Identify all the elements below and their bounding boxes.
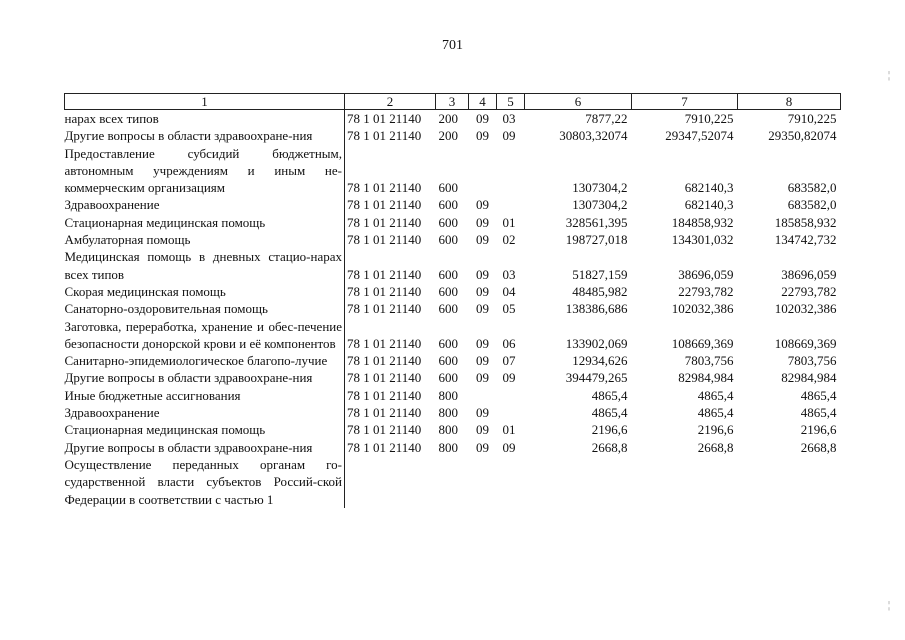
row-value-col8: 7803,756 (787, 353, 837, 369)
row-value-col8: 108669,369 (774, 335, 837, 351)
row-value-col7: 2196,6 (697, 422, 734, 438)
row-value-col6: 1307304,2 (572, 180, 628, 196)
header-col-8: 8 (738, 94, 841, 110)
row-name: Здравоохранение (65, 404, 345, 421)
row-name: Медицинская помощь в дневных стацио-нарах всех типов (65, 248, 345, 283)
table-row (65, 145, 841, 197)
row-name: Другие вопросы в области здравоохране-ния (65, 369, 345, 386)
row-rz-code: 09 (476, 128, 489, 144)
row-vr-code: 600 (438, 283, 458, 299)
page-number: 701 (442, 38, 463, 53)
row-name: нарах всех типов (65, 110, 345, 128)
row-value-col6: 51827,159 (572, 266, 628, 282)
row-value-col6: 1307304,2 (572, 197, 628, 213)
row-value-col8: 4865,4 (800, 405, 837, 421)
row-csr-code: 78 1 01 21140 (347, 301, 422, 317)
table-row (65, 456, 841, 508)
row-pr-code: 01 (502, 214, 516, 230)
row-vr-code: 600 (438, 180, 458, 196)
row-csr-code: 78 1 01 21140 (347, 387, 422, 403)
row-vr-code: 600 (438, 301, 458, 317)
row-value-col8: 102032,386 (774, 301, 837, 317)
row-name: Санитарно-эпидемиологическое благопо-лучие (65, 352, 345, 369)
row-value-col6 (525, 456, 632, 508)
row-vr-code: 600 (438, 266, 458, 282)
row-value-col8: 22793,782 (781, 283, 837, 299)
row-csr-code: 78 1 01 21140 (347, 180, 422, 196)
table-header-row (65, 94, 841, 110)
table-row (65, 352, 841, 369)
row-pr-code: 09 (502, 439, 516, 455)
header-col-3: 3 (436, 94, 469, 110)
row-value-col7: 38696,059 (678, 266, 734, 282)
row-value-col7: 7910,225 (684, 111, 734, 126)
table-row (65, 231, 841, 248)
row-value-col8 (738, 456, 841, 508)
row-pr-code (497, 196, 525, 213)
budget-table (64, 93, 841, 508)
table-row (65, 318, 841, 353)
row-vr-code: 600 (438, 214, 458, 230)
row-name: Амбулаторная помощь (65, 231, 345, 248)
row-csr-code: 78 1 01 21140 (347, 353, 422, 369)
row-csr-code: 78 1 01 21140 (347, 266, 422, 282)
row-csr-code: 78 1 01 21140 (347, 197, 422, 213)
row-vr-code: 800 (438, 439, 458, 455)
row-name: Здравоохранение (65, 196, 345, 213)
row-value-col6: 4865,4 (591, 405, 628, 421)
row-vr-code: 800 (438, 387, 458, 403)
row-pr-code: 07 (502, 353, 516, 369)
row-name: Осуществление переданных органам го-сударственной власти субъектов Россий-ской Федерации в соответствии с частью 1 (65, 456, 345, 508)
row-csr-code: 78 1 01 21140 (347, 439, 422, 455)
row-rz-code: 09 (476, 232, 489, 248)
header-col-2: 2 (345, 94, 436, 110)
row-vr-code: 200 (438, 128, 458, 144)
row-rz-code: 09 (476, 301, 489, 317)
row-pr-code: 02 (502, 232, 516, 248)
row-value-col6: 7877,22 (585, 111, 628, 126)
row-csr-code: 78 1 01 21140 (347, 370, 422, 386)
row-value-col7: 184858,932 (671, 214, 734, 230)
row-value-col6: 4865,4 (591, 387, 628, 403)
table-row (65, 387, 841, 404)
row-vr-code (436, 456, 469, 508)
row-value-col7: 7803,756 (684, 353, 734, 369)
row-pr-code: 04 (502, 283, 516, 299)
row-value-col6: 198727,018 (565, 232, 628, 248)
row-value-col6: 394479,265 (565, 370, 628, 386)
row-value-col6: 328561,395 (565, 214, 628, 230)
row-name: Предоставление субсидий бюджетным, автономным учреждениям и иным не-коммерческим организациям (65, 145, 345, 197)
row-value-col8: 2668,8 (800, 439, 837, 455)
row-pr-code (497, 387, 525, 404)
header-col-4: 4 (469, 94, 497, 110)
row-pr-code: 05 (502, 301, 516, 317)
row-rz-code (469, 456, 497, 508)
row-name: Другие вопросы в области здравоохране-ния (65, 439, 345, 456)
row-value-col7 (632, 456, 738, 508)
row-name: Другие вопросы в области здравоохране-ния (65, 127, 345, 144)
row-pr-code: 01 (502, 422, 516, 438)
table-row (65, 248, 841, 283)
row-value-col8: 683582,0 (787, 180, 837, 196)
table-row (65, 110, 841, 128)
row-name: Стационарная медицинская помощь (65, 421, 345, 438)
header-col-7: 7 (632, 94, 738, 110)
row-csr-code: 78 1 01 21140 (347, 335, 422, 351)
row-value-col7: 4865,4 (697, 405, 734, 421)
header-col-6: 6 (525, 94, 632, 110)
row-value-col6: 2668,8 (591, 439, 628, 455)
row-value-col7: 2668,8 (697, 439, 734, 455)
row-value-col8: 29350,82074 (768, 128, 837, 144)
row-value-col8: 2196,6 (800, 422, 837, 438)
row-vr-code: 600 (438, 335, 458, 351)
row-value-col7: 134301,032 (671, 232, 734, 248)
row-vr-code: 800 (438, 422, 458, 438)
row-pr-code: 06 (502, 335, 516, 351)
row-csr-code: 78 1 01 21140 (347, 422, 422, 438)
table-row (65, 214, 841, 231)
row-rz-code: 09 (476, 111, 489, 126)
row-rz-code: 09 (476, 197, 489, 213)
row-rz-code (469, 387, 497, 404)
row-csr-code: 78 1 01 21140 (347, 214, 422, 230)
row-value-col6: 12934,626 (572, 353, 628, 369)
row-vr-code: 600 (438, 232, 458, 248)
table-row (65, 369, 841, 386)
row-csr-code (345, 456, 436, 508)
row-rz-code: 09 (476, 214, 489, 230)
row-vr-code: 600 (438, 370, 458, 386)
row-value-col6: 133902,069 (565, 335, 628, 351)
row-rz-code: 09 (476, 370, 489, 386)
row-value-col8: 185858,932 (774, 214, 837, 230)
row-value-col7: 29347,52074 (665, 128, 734, 144)
table-row (65, 421, 841, 438)
header-col-1: 1 (65, 94, 345, 110)
row-rz-code: 09 (476, 439, 489, 455)
row-vr-code: 600 (438, 197, 458, 213)
row-csr-code: 78 1 01 21140 (347, 111, 422, 126)
row-name: Иные бюджетные ассигнования (65, 387, 345, 404)
scan-edge-mark: ¦ (888, 70, 891, 81)
row-vr-code: 800 (438, 405, 458, 421)
row-value-col7: 4865,4 (697, 387, 734, 403)
row-value-col8: 683582,0 (787, 197, 837, 213)
row-csr-code: 78 1 01 21140 (347, 283, 422, 299)
row-value-col6: 138386,686 (565, 301, 628, 317)
row-name: Заготовка, переработка, хранение и обес-печение безопасности донорской крови и её компонентов (65, 318, 345, 353)
table-row (65, 196, 841, 213)
row-vr-code: 200 (438, 111, 458, 126)
row-value-col8: 134742,732 (774, 232, 837, 248)
row-value-col8: 82984,984 (781, 370, 837, 386)
row-rz-code: 09 (476, 283, 489, 299)
row-pr-code: 09 (502, 370, 516, 386)
row-rz-code: 09 (476, 353, 489, 369)
row-value-col8: 7910,225 (787, 111, 837, 126)
row-pr-code (497, 145, 525, 197)
row-csr-code: 78 1 01 21140 (347, 128, 422, 144)
header-col-5: 5 (497, 94, 525, 110)
row-rz-code: 09 (476, 266, 489, 282)
row-pr-code: 03 (502, 266, 516, 282)
row-csr-code: 78 1 01 21140 (347, 405, 422, 421)
table-row (65, 283, 841, 300)
table-row (65, 127, 841, 144)
row-vr-code: 600 (438, 353, 458, 369)
row-value-col8: 38696,059 (781, 266, 837, 282)
table-row (65, 404, 841, 421)
row-value-col7: 108669,369 (671, 335, 734, 351)
row-value-col7: 82984,984 (678, 370, 734, 386)
row-value-col6: 48485,982 (572, 283, 628, 299)
row-value-col8: 4865,4 (800, 387, 837, 403)
table-row (65, 439, 841, 456)
row-pr-code: 09 (502, 128, 516, 144)
row-rz-code: 09 (476, 422, 489, 438)
row-pr-code (497, 404, 525, 421)
row-pr-code (497, 456, 525, 508)
row-rz-code: 09 (476, 335, 489, 351)
row-csr-code: 78 1 01 21140 (347, 232, 422, 248)
row-value-col7: 102032,386 (671, 301, 734, 317)
row-name: Скорая медицинская помощь (65, 283, 345, 300)
table-row (65, 300, 841, 317)
row-value-col7: 682140,3 (684, 197, 734, 213)
row-rz-code: 09 (476, 405, 489, 421)
row-pr-code: 03 (502, 111, 516, 126)
row-value-col7: 22793,782 (678, 283, 734, 299)
scan-edge-mark: ¦ (888, 600, 891, 611)
row-name: Стационарная медицинская помощь (65, 214, 345, 231)
table-body (65, 110, 841, 508)
row-rz-code (469, 145, 497, 197)
row-value-col6: 2196,6 (591, 422, 628, 438)
row-value-col6: 30803,32074 (559, 128, 628, 144)
row-name: Санаторно-оздоровительная помощь (65, 300, 345, 317)
row-value-col7: 682140,3 (684, 180, 734, 196)
